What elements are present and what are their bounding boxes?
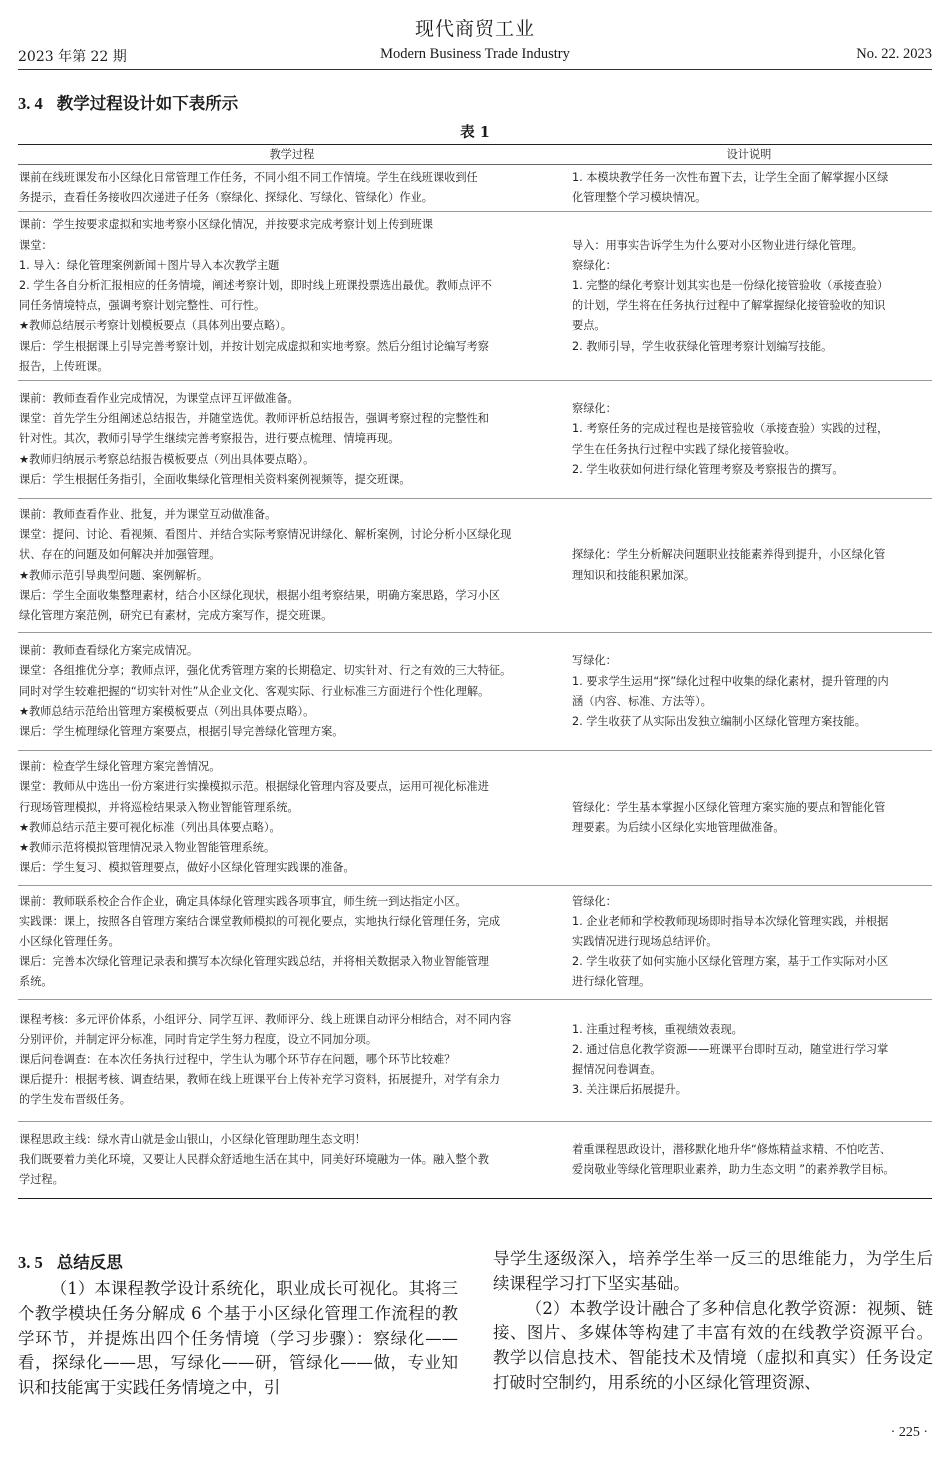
process-cell: [18, 165, 566, 212]
cell-line: 1. 要求学生运用“探”绿化过程中收集的绿化素材，提升管理的内: [572, 674, 889, 688]
design-note-cell: [566, 212, 932, 381]
process-cell: [18, 381, 566, 499]
cell-line: 系统。: [19, 975, 53, 989]
cell-line: 写绿化：: [572, 654, 617, 668]
cell-line: 实践课：课上，按照各自管理方案结合课堂教师模拟的可视化要点，实地执行绿化管理任务，完成: [19, 914, 501, 928]
cell-line: 课前：学生按要求虚拟和实地考察小区绿化情况，并按要求完成考察计划上传到班课: [19, 218, 433, 232]
cell-line: 1. 导入：绿化管理案例新闻＋图片导入本次教学主题: [19, 258, 280, 272]
cell-line: 务提示，查看任务接收四次递进子任务（察绿化、探绿化、写绿化、管绿化）作业。: [19, 191, 433, 205]
cell-line: 课程思政主线：绿水青山就是金山银山，小区绿化管理助理生态文明！: [19, 1132, 366, 1146]
design-note-cell: [566, 165, 932, 212]
cell-line: 着重课程思政设计，潜移默化地升华“修炼精益求精、不怕吃苦、: [572, 1142, 892, 1156]
cell-line: 课前在线班课发布小区绿化日常管理工作任务，不同小组不同工作情境。学生在线班课收到任: [19, 171, 478, 184]
cell-line: 课后：完善本次绿化管理记录表和撰写本次绿化管理实践总结，并将相关数据录入物业智能管理: [19, 955, 489, 969]
cell-line: 化管理整个学习模块情况。: [572, 191, 707, 205]
cell-line: ★教师示范将模拟管理情况录入物业智能管理系统。: [19, 841, 276, 855]
process-cell: [18, 1121, 566, 1199]
summary-right-column: [493, 1247, 933, 1396]
cell-line: 察绿化：: [572, 258, 617, 272]
table-caption: 表 1: [460, 124, 490, 141]
cell-line: 1. 注重过程考核，重视绩效表现。: [572, 1022, 743, 1036]
table-row: [18, 381, 932, 499]
cell-line: 察绿化：: [572, 402, 617, 416]
section-title: 教学过程设计如下表所示: [56, 94, 239, 113]
cell-line: 管绿化：学生基本掌握小区绿化管理方案实施的要点和智能化管: [572, 800, 886, 814]
design-note-cell: [566, 751, 932, 885]
cell-line: 课前：教师查看作业完成情况，为课堂点评互评做准备。: [19, 392, 299, 406]
cell-line: 爱岗敬业等绿化管理职业素养，助力生态文明 ”的素养教学目标。: [572, 1162, 895, 1176]
table-row: [18, 885, 932, 999]
cell-line: 涵（内容、标准、方法等）。: [572, 694, 712, 708]
process-cell: [18, 751, 566, 885]
cell-line: 课前：教师查看绿化方案完成情况。: [19, 644, 199, 658]
cell-line: 针对性。其次，教师引导学生继续完善考察报告，进行要点梳理、情境再现。: [19, 432, 400, 446]
teaching-process-table: [18, 144, 932, 1199]
cell-line: 握情况问卷调查。: [572, 1063, 662, 1077]
cell-line: ★教师总结示范给出管理方案模板要点（列出具体要点略）。: [19, 704, 315, 718]
design-note-cell: [566, 999, 932, 1121]
cell-line: 课堂：首先学生分组阐述总结报告，并随堂选优。教师评析总结报告，强调考察过程的完整性和: [19, 412, 489, 426]
journal-title: 现代商贸工业: [414, 18, 535, 40]
column-header-notes: 设计说明: [566, 145, 932, 165]
cell-line: 课后问卷调查：在本次任务执行过程中，学生认为哪个环节存在问题，哪个环节比较难？: [19, 1052, 456, 1066]
cell-line: 2. 通过信息化教学资源——班课平台即时互动，随堂进行学习掌: [572, 1042, 889, 1056]
cell-line: 3. 关注课后拓展提升。: [572, 1083, 687, 1097]
summary-paragraph-2: （2）本教学设计融合了多种信息化教学资源：视频、链接、图片、多媒体等构建了丰富有效的在线教学资源平台。教学以信息技术、智能技术及情境（虚拟和真实）任务设定打破时空制约，用系统的小区绿化管理资源、: [493, 1298, 933, 1392]
table-header-row: [18, 145, 932, 165]
table-row: [18, 999, 932, 1121]
cell-line: 1. 本模块教学任务一次性布置下去，让学生全面了解掌握小区绿: [572, 171, 889, 184]
cell-line: 绿化管理方案范例，研究已有素材，完成方案写作，提交班课。: [19, 609, 333, 623]
table-row: [18, 633, 932, 751]
cell-line: 的学生发布晋级任务。: [19, 1093, 131, 1107]
cell-line: 管绿化：: [572, 894, 617, 908]
summary-paragraph-1: （1）本课程教学设计系统化，职业成长可视化。其将三个教学模块任务分解成 6 个基于小区绿化管理工作流程的教学环节，并提炼出四个任务情境（学习步骤）：察绿化——看，探绿化——思，写绿化——研，管绿化——做，专业知识和技能寓于实践任务情境之中，引: [18, 1279, 458, 1398]
table-row: [18, 499, 932, 633]
section-number: 3. 5: [18, 1253, 43, 1272]
section-title: 总结反思: [56, 1253, 123, 1272]
cell-line: 课后：学生根据任务指引，全面收集绿化管理相关资料案例视频等，提交班课。: [19, 472, 411, 486]
table-row: [18, 751, 932, 885]
cell-line: 的计划，学生将在任务执行过程中了解掌握绿化接管验收的知识: [572, 299, 886, 313]
page-number: · 225 ·: [890, 1425, 928, 1440]
process-cell: [18, 212, 566, 381]
summary-paragraph-1-continued: 导学生逐级深入，培养学生举一反三的思维能力，为学生后续课程学习打下坚实基础。: [493, 1249, 933, 1293]
cell-line: 课后提升：根据考核、调查结果，教师在线上班课平台上传补充学习资料，拓展提升，对学有余力: [19, 1073, 501, 1087]
section-3-5-heading: [18, 1249, 123, 1273]
cell-line: 实践情况进行现场总结评价。: [572, 934, 718, 948]
design-note-cell: [566, 1121, 932, 1199]
journal-english-name: Modern Business Trade Industry: [380, 46, 570, 62]
cell-line: 2. 教师引导，学生收获绿化管理考察计划编写技能。: [572, 339, 833, 353]
process-cell: [18, 633, 566, 751]
cell-line: 2. 学生收获了如何实施小区绿化管理方案，基于工作实际对小区: [572, 955, 889, 969]
cell-line: 1. 考察任务的完成过程也是接管验收（承接查验）实践的过程，: [572, 422, 889, 436]
process-cell: [18, 499, 566, 633]
cell-line: 课堂：各组推优分享；教师点评，强化优秀管理方案的长期稳定、切实针对、行之有效的三大特征。: [19, 664, 512, 678]
cell-line: 课后：学生根据课上引导完善考察计划，并按计划完成虚拟和实地考察。然后分组讨论编写考察: [19, 339, 489, 353]
cell-line: ★教师总结展示考察计划模板要点（具体列出要点略）。: [19, 319, 292, 333]
cell-line: 小区绿化管理任务。: [19, 934, 120, 948]
section-number: 3. 4: [18, 94, 43, 113]
cell-line: 1. 企业老师和学校教师现场即时指导本次绿化管理实践，并根据: [572, 914, 889, 928]
cell-line: 探绿化：学生分析解决问题职业技能素养得到提升，小区绿化管: [572, 548, 886, 562]
cell-line: 分别评价，并制定评分标准，同时肯定学生努力程度，设立不同加分项。: [19, 1032, 378, 1046]
cell-line: 理要素。为后续小区绿化实地管理做准备。: [572, 820, 785, 834]
cell-line: 同任务情境特点，强调考察计划完整性、可行性。: [19, 299, 266, 313]
process-cell: [18, 999, 566, 1121]
cell-line: 课程考核：多元评价体系，小组评分、同学互评、教师评分、线上班课自动评分相结合，对不同内容: [19, 1012, 512, 1026]
cell-line: 学过程。: [19, 1172, 64, 1186]
cell-line: 同时对学生较难把握的“切实针对性”从企业文化、客观实际、行业标准三方面进行个性化理解。: [19, 684, 490, 698]
table-row: [18, 1121, 932, 1199]
cell-line: 课堂：教师从中选出一份方案进行实操模拟示范。根据绿化管理内容及要点，运用可视化标准进: [19, 780, 489, 794]
table-row: [18, 212, 932, 381]
design-note-cell: [566, 633, 932, 751]
cell-line: 导入：用事实告诉学生为什么要对小区物业进行绿化管理。: [572, 238, 863, 252]
cell-line: 学生在任务执行过程中实践了绿化接管验收。: [572, 442, 796, 456]
issue-number: No. 22. 2023: [856, 46, 932, 62]
cell-line: ★教师总结示范主要可视化标准（列出具体要点略）。: [19, 820, 281, 834]
cell-line: 行现场管理模拟，并将巡检结果录入物业智能管理系统。: [19, 800, 299, 814]
cell-line: 课后：学生复习、模拟管理要点，做好小区绿化管理实践课的准备。: [19, 861, 355, 875]
cell-line: ★教师归纳展示考察总结报告模板要点（列出具体要点略）。: [19, 452, 315, 466]
cell-line: 课后：学生梳理绿化管理方案要点，根据引导完善绿化管理方案。: [19, 725, 344, 739]
cell-line: 理知识和技能积累加深。: [572, 568, 696, 582]
cell-line: 1. 完整的绿化考察计划其实也是一份绿化接管验收（承接查验）: [572, 279, 889, 293]
cell-line: 报告，上传班课。: [19, 359, 109, 373]
cell-line: 我们既要着力美化环境，又要让人民群众舒适地生活在其中，同美好环境融为一体。融入整个教: [19, 1152, 489, 1166]
cell-line: 课前：检查学生绿化管理方案完善情况。: [19, 760, 221, 774]
cell-line: 状、存在的问题及如何解决并加强管理。: [19, 548, 221, 562]
cell-line: 课堂：: [19, 238, 53, 252]
cell-line: ★教师示范引导典型问题、案例解析。: [19, 568, 209, 582]
issue-label: 2023 年第 22 期: [18, 49, 127, 65]
cell-line: 课前：教师联系校企合作企业，确定具体绿化管理实践各项事宜，师生统一到达指定小区。: [19, 894, 467, 908]
cell-line: 2. 学生收获了从实际出发独立编制小区绿化管理方案技能。: [572, 714, 866, 728]
cell-line: 课后：学生全面收集整理素材，结合小区绿化现状，根据小组考察结果，明确方案思路，学习小区: [19, 588, 501, 602]
design-note-cell: [566, 885, 932, 999]
header-rule: [18, 69, 932, 70]
section-3-4-heading: [18, 90, 238, 114]
cell-line: 进行绿化管理。: [572, 975, 651, 989]
design-note-cell: [566, 499, 932, 633]
cell-line: 要点。: [572, 319, 606, 333]
cell-line: 课堂：提问、讨论、看视频、看图片、并结合实际考察情况讲绿化、解析案例，讨论分析小区绿化现: [19, 528, 512, 542]
design-note-cell: [566, 381, 932, 499]
cell-line: 2. 学生各自分析汇报相应的任务情境，阐述考察计划，即时线上班课投票选出最优。教师点评不: [19, 279, 492, 293]
cell-line: 课前：教师查看作业、批复，并为课堂互动做准备。: [19, 508, 277, 522]
table-row: [18, 165, 932, 212]
process-cell: [18, 885, 566, 999]
cell-line: 2. 学生收获如何进行绿化管理考察及考察报告的撰写。: [572, 462, 844, 476]
column-header-process: 教学过程: [18, 145, 566, 165]
